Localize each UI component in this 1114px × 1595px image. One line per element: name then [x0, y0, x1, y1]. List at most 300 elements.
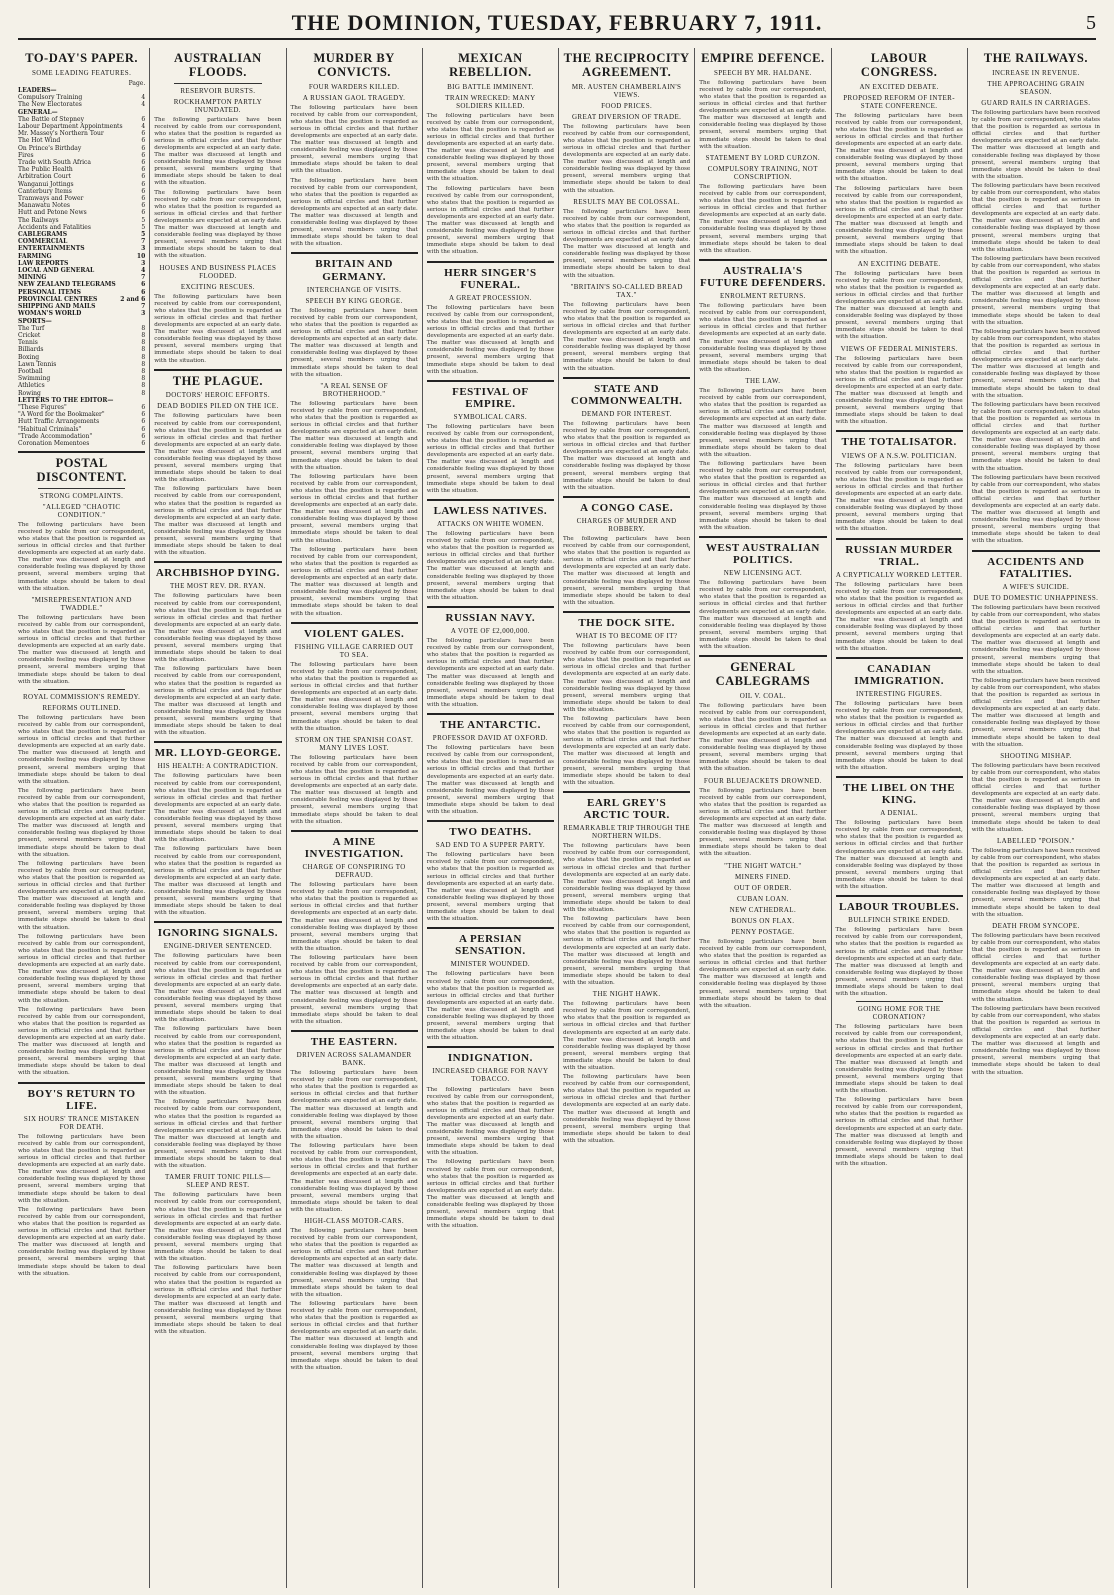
subheading: "A REAL SENSE OF BROTHERHOOD." [320, 381, 388, 398]
index-label: LOCAL AND GENERAL [18, 267, 95, 275]
divider [174, 83, 261, 84]
article-text: The following particulars have been received by cable from our correspondent, who states that the position is regarded as serious in official circles and that further developments are expected at an early date. The matter was discussed at length and considerable feeling was displayed by those present, several members urging that immediate steps should be taken to deal with the situation. [154, 486, 282, 557]
index-page: 5 [141, 231, 146, 239]
article-text: The following particulars have been received by cable from our correspondent, who states that the position is regarded as serious in official circles and that further developments are expected at an early date. The matter was discussed at length and considerable feeling was displayed by those present, several members urging that immediate steps should be taken to deal with the situation. [835, 185, 963, 256]
index-page: 6 [141, 115, 146, 123]
index-row [18, 303, 145, 310]
index-page: 8 [141, 324, 146, 332]
article-heading: WEST AUSTRALIAN POLITICS. [705, 541, 820, 566]
index-label: CABLEGRAMS [18, 231, 68, 239]
article-text: The following particulars have been received by cable from our correspondent, who states that the position is regarded as serious in official circles and that further developments are expected at an early date. The matter was discussed at length and considerable feeling was displayed by those present, several members urging that immediate steps should be taken to deal with the situation. [835, 270, 963, 341]
index-row [18, 310, 145, 317]
subheading: REFORMS OUTLINED. [42, 703, 121, 712]
index-page: 6 [141, 173, 146, 181]
index-row [18, 166, 145, 173]
index-label: WOMAN'S WORLD [18, 310, 82, 318]
article-text: The following particulars have been received by cable from our correspondent, who states that the position is regarded as serious in official circles and that further developments are expected at an early date. The matter was discussed at length and considerable feeling was displayed by those present, several members urging that immediate steps should be taken to deal with the situation. [426, 304, 554, 375]
index-page: 6 [141, 209, 146, 217]
article-text: The following particulars have been received by cable from our correspondent, who states that the position is regarded as serious in official circles and that further developments are expected at an early date. The matter was discussed at length and considerable feeling was displayed by those present, several members urging that immediate steps should be taken to deal with the situation. [835, 462, 963, 533]
article-heading: AUSTRALIA'S FUTURE DEFENDERS. [699, 264, 826, 289]
article-text: The following particulars have been received by cable from our correspondent, who states that the position is regarded as serious in official circles and that further developments are expected at an early date. The matter was discussed at length and considerable feeling was displayed by those present, several members urging that immediate steps should be taken to deal with the situation. [971, 762, 1100, 833]
index-row [18, 145, 145, 152]
index-row [18, 173, 145, 180]
article-heading: RUSSIAN NAVY. [445, 611, 536, 624]
article-heading: A MINE INVESTIGATION. [304, 835, 404, 860]
subheading: A GREAT PROCESSION. [449, 293, 532, 302]
article-text: The following particulars have been received by cable from our correspondent, who states that the position is regarded as serious in official circles and that further developments are expected at an early date. The matter was discussed at length and considerable feeling was displayed by those present, several members urging that immediate steps should be taken to deal with the situation. [699, 183, 827, 254]
subheading: INTERESTING FIGURES. [856, 689, 943, 698]
index-page: 5 [141, 223, 146, 231]
subheading: ROYAL COMMISSION'S REMEDY. [22, 692, 141, 701]
index-row [18, 231, 145, 238]
index-label: The Public Health [18, 166, 73, 174]
index-page: 10 [136, 252, 146, 260]
index-label: Hutt and Petone News [18, 209, 87, 217]
column-1 [14, 48, 150, 1588]
article-text: The following particulars have been received by cable from our correspondent, who states that the position is regarded as serious in official circles and that further developments are expected at an early date. The matter was discussed at length and considerable feeling was displayed by those present, several members urging that immediate steps should be taken to deal with the situation. [290, 104, 418, 175]
columns [14, 48, 1104, 1588]
article-text: The following particulars have been received by cable from our correspondent, who states that the position is regarded as serious in official circles and that further developments are expected at an early date. The matter was discussed at length and considerable feeling was displayed by those present, several members urging that immediate steps should be taken to deal with the situation. [18, 521, 146, 592]
subheading: "MISREPRESENTATION AND TWADDLE." [31, 595, 132, 612]
index-page: 6 [141, 195, 146, 203]
article-text: The following particulars have been received by cable from our correspondent, who states that the position is regarded as serious in official circles and that further developments are expected at an early date. The matter was discussed at length and considerable feeling was displayed by those present, several members urging that immediate steps should be taken to deal with the situation. [426, 971, 554, 1042]
subheading: INTERCHANGE OF VISITS. [306, 285, 402, 294]
index-page: 3 [141, 245, 146, 253]
article-text: The following particulars have been received by cable from our correspondent, who states that the position is regarded as serious in official circles and that further developments are expected at an early date. The matter was discussed at length and considerable feeling was displayed by those present, several members urging that immediate steps should be taken to deal with the situation. [290, 661, 418, 732]
article-text: The following particulars have been received by cable from our correspondent, who states that the position is regarded as serious in official circles and that further developments are expected at an early date. The matter was discussed at length and considerable feeling was displayed by those present, several members urging that immediate steps should be taken to deal with the situation. [563, 1074, 691, 1144]
subheading: AN EXCITED DEBATE. [859, 82, 939, 91]
article-text: The following particulars have been received by cable from our correspondent, who states that the position is regarded as serious in official circles and that further developments are expected at an early date. The matter was discussed at length and considerable feeling was displayed by those present, several members urging that immediate steps should be taken to deal with the situation. [563, 420, 691, 491]
divider [154, 369, 281, 371]
subheading: VIEWS OF FEDERAL MINISTERS. [840, 344, 958, 353]
index-label: ENTERTAINMENTS [18, 245, 85, 253]
divider [972, 550, 1100, 552]
article-heading: FESTIVAL OF EMPIRE. [452, 385, 529, 410]
index-row [18, 361, 145, 368]
index-label: LAW REPORTS [18, 259, 69, 267]
subheading: DEATH FROM SYNCOPE. [992, 921, 1080, 930]
article-heading: THE EASTERN. [310, 1035, 398, 1048]
advertisement-text: The following particulars have been received by cable from our correspondent, who states that the position is regarded as serious in official circles and that further developments are expected at an early date. The matter was discussed at length and considerable feeling was displayed by those present, several members urging that immediate steps should be taken to deal with the situation. [154, 1192, 282, 1263]
article-text: The following particulars have been received by cable from our correspondent, who states that the position is regarded as serious in official circles and that further developments are expected at an early date. The matter was discussed at length and considerable feeling was displayed by those present, several members urging that immediate steps should be taken to deal with the situation. [563, 843, 691, 914]
article-text: The following particulars have been received by cable from our correspondent, who states that the position is regarded as serious in official circles and that further developments are expected at an early date. The matter was discussed at length and considerable feeling was displayed by those present, several members urging that immediate steps should be taken to deal with the situation. [971, 255, 1100, 326]
subheading: DUE TO DOMESTIC UNHAPPINESS. [973, 593, 1099, 602]
todays-paper-subhead: SOME LEADING FEATURES. [32, 68, 132, 77]
subheading: THE NIGHT HAWK. [592, 990, 661, 999]
article-text: The following particulars have been received by cable from our correspondent, who states that the position is regarded as serious in official circles and that further developments are expected at an early date. The matter was discussed at length and considerable feeling was displayed by those present, several members urging that immediate steps should be taken to deal with the situation. [971, 1005, 1100, 1076]
divider [699, 655, 826, 657]
index-page-header: Page. [128, 79, 146, 87]
subheading: RESULTS MAY BE COLOSSAL. [573, 197, 681, 206]
subheading: AN EXCITING DEBATE. [857, 259, 941, 268]
article-heading: LABOUR CONGRESS. [860, 51, 938, 79]
index-page: 6 [141, 281, 146, 289]
index-page: 7 [141, 238, 146, 246]
subheading: INCREASE IN REVENUE. [992, 68, 1080, 77]
article-heading: THE RECIPROCITY AGREEMENT. [563, 51, 690, 79]
divider [836, 657, 963, 659]
index-label: Compulsory Training [18, 94, 83, 102]
divider [836, 538, 963, 540]
subheading: A CRYPTICALLY WORKED LETTER. [835, 570, 963, 579]
article-text: The following particulars have been received by cable from our correspondent, who states that the position is regarded as serious in official circles and that further developments are expected at an early date. The matter was discussed at length and considerable feeling was displayed by those present, several members urging that immediate steps should be taken to deal with the situation. [563, 716, 691, 786]
subheading: GREAT DIVERSION OF TRADE. [571, 112, 682, 121]
index-page: 8 [141, 367, 146, 375]
index-rows [18, 87, 145, 447]
index-page: 6 [141, 151, 146, 159]
subheading: BONUS ON FLAX. [731, 916, 795, 925]
index-page: 3 [141, 310, 146, 318]
index-row [18, 130, 145, 137]
index-label: LEADERS— [18, 87, 57, 94]
subheading: NEW CATHEDRAL. [729, 905, 797, 914]
index-row [18, 332, 145, 339]
index-row [18, 123, 145, 130]
article-text: The following particulars have been received by cable from our correspondent, who states that the position is regarded as serious in official circles and that further developments are expected at an early date. The matter was discussed at length and considerable feeling was displayed by those present, several members urging that immediate steps should be taken to deal with the situation. [426, 423, 554, 494]
subheading: A VOTE OF £2,000,000. [450, 627, 530, 636]
subheading: STATEMENT BY LORD CURZON. [705, 153, 821, 162]
index-row [18, 224, 145, 231]
subheading: PROFESSOR DAVID AT OXFORD. [432, 734, 548, 743]
index-page: 6 [141, 432, 146, 440]
article-text: The following particulars have been received by cable from our correspondent, who states that the position is regarded as serious in official circles and that further developments are expected at an early date. The matter was discussed at length and considerable feeling was displayed by those present, several members urging that immediate steps should be taken to deal with the situation. [154, 293, 282, 364]
article-text: The following particulars have been received by cable from our correspondent, who states that the position is regarded as serious in official circles and that further developments are expected at an early date. The matter was discussed at length and considerable feeling was displayed by those present, several members urging that immediate steps should be taken to deal with the situation. [18, 1006, 146, 1077]
article-text: The following particulars have been received by cable from our correspondent, who states that the position is regarded as serious in official circles and that further developments are expected at an early date. The matter was discussed at length and considerable feeling was displayed by those present, several members urging that immediate steps should be taken to deal with the situation. [563, 301, 691, 372]
column-5 [559, 48, 695, 1588]
article-heading: MR. LLOYD-GEORGE. [154, 747, 281, 760]
article-heading: ACCIDENTS AND FATALITIES. [987, 555, 1085, 580]
index-page: 6 [141, 137, 146, 145]
index-label: Trade with South Africa [18, 159, 91, 167]
subheading: "BRITAIN'S SO-CALLED BREAD TAX." [570, 282, 683, 299]
subheading: EXCITING RESCUES. [180, 282, 255, 291]
index-page: 6 [141, 159, 146, 167]
divider [856, 1001, 943, 1002]
article-text: The following particulars have been received by cable from our correspondent, who states that the position is regarded as serious in official circles and that further developments are expected at an early date. The matter was discussed at length and considerable feeling was displayed by those present, several members urging that immediate steps should be taken to deal with the situation. [154, 116, 282, 187]
subheading: STRONG COMPLAINTS. [39, 491, 124, 500]
subheading: STORM ON THE SPANISH COAST. MANY LIVES LOST. [295, 735, 414, 752]
article-text: The following particulars have been received by cable from our correspondent, who states that the position is regarded as serious in official circles and that further developments are expected at an early date. The matter was discussed at length and considerable feeling was displayed by those present, several members urging that immediate steps should be taken to deal with the situation. [699, 787, 827, 858]
subheading: RESERVOIR BURSTS. [180, 86, 256, 95]
article-text: The following particulars have been received by cable from our correspondent, who states that the position is regarded as serious in official circles and that further developments are expected at an early date. The matter was discussed at length and considerable feeling was displayed by those present, several members urging that immediate steps should be taken to deal with the situation. [699, 702, 827, 773]
index-label: Wanganui Jottings [18, 180, 74, 188]
article-text: The following particulars have been received by cable from our correspondent, who states that the position is regarded as serious in official circles and that further developments are expected at an early date. The matter was discussed at length and considerable feeling was displayed by those present, several members urging that immediate steps should be taken to deal with the situation. [971, 847, 1100, 918]
article-heading: BOY'S RETURN TO LIFE. [27, 1087, 136, 1112]
subheading: MINISTER WOUNDED. [450, 960, 531, 969]
index-page: 8 [141, 346, 146, 354]
article-text: The following particulars have been received by cable from our correspondent, who states that the position is regarded as serious in official circles and that further developments are expected at an early date. The matter was discussed at length and considerable feeling was displayed by those present, several members urging that immediate steps should be taken to deal with the situation. [563, 208, 691, 279]
divider [427, 1046, 554, 1048]
advertisement-text: The following particulars have been received by cable from our correspondent, who states that the position is regarded as serious in official circles and that further developments are expected at an early date. The matter was discussed at length and considerable feeling was displayed by those present, several members urging that immediate steps should be taken to deal with the situation. [835, 1097, 963, 1168]
index-row [18, 382, 145, 389]
index-page: 8 [141, 382, 146, 390]
index-page: 8 [141, 360, 146, 368]
subheading: MR. AUSTEN CHAMBERLAIN'S VIEWS. [571, 82, 682, 99]
column-8 [968, 48, 1104, 1588]
subheading: INCREASED CHARGE FOR NAVY TOBACCO. [432, 1067, 549, 1084]
index-label: Rowing [18, 389, 41, 397]
index-row [18, 404, 145, 411]
advertisement-text: The following particulars have been received by cable from our correspondent, who states that the position is regarded as serious in official circles and that further developments are expected at an early date. The matter was discussed at length and considerable feeling was displayed by those present, several members urging that immediate steps should be taken to deal with the situation. [835, 1024, 963, 1095]
subheading: ATTACKS ON WHITE WOMEN. [436, 519, 544, 528]
divider [427, 927, 554, 929]
article-text: The following particulars have been received by cable from our correspondent, who states that the position is regarded as serious in official circles and that further developments are expected at an early date. The matter was discussed at length and considerable feeling was displayed by those present, several members urging that immediate steps should be taken to deal with the situation. [563, 536, 691, 606]
index-label: The Railways [18, 216, 59, 224]
index-label: Cricket [18, 331, 41, 339]
column-7 [832, 48, 968, 1588]
article-text: The following particulars have been received by cable from our correspondent, who states that the position is regarded as serious in official circles and that further developments are expected at an early date. The matter was discussed at length and considerable feeling was displayed by those present, several members urging that immediate steps should be taken to deal with the situation. [971, 932, 1100, 1003]
index-row [18, 375, 145, 382]
article-text: The following particulars have been received by cable from our correspondent, who states that the position is regarded as serious in official circles and that further developments are expected at an early date. The matter was discussed at length and considerable feeling was displayed by those present, several members urging that immediate steps should be taken to deal with the situation. [154, 953, 282, 1024]
advertisement-text: The following particulars have been received by cable from our correspondent, who states that the position is regarded as serious in official circles and that further developments are expected at an early date. The matter was discussed at length and considerable feeling was displayed by those present, several members urging that immediate steps should be taken to deal with the situation. [154, 1265, 282, 1336]
article-text: The following particulars have been received by cable from our correspondent, who states that the position is regarded as serious in official circles and that further developments are expected at an early date. The matter was discussed at length and considerable feeling was displayed by those present, several members urging that immediate steps should be taken to deal with the situation. [18, 1206, 146, 1277]
divider [427, 499, 554, 501]
index-row [18, 354, 145, 361]
index-row [18, 418, 145, 425]
divider [836, 430, 963, 432]
article-heading: BRITAIN AND GERMANY. [315, 258, 393, 283]
subheading: TRAIN WRECKED: MANY SOLDIERS KILLED. [445, 93, 536, 110]
index-row [18, 368, 145, 375]
subheading: DRIVEN ACROSS SALAMANDER BANK. [296, 1051, 412, 1068]
index-header-row [18, 80, 145, 87]
subheading: FOOD PRICES. [601, 101, 653, 110]
article-text: The following particulars have been received by cable from our correspondent, who states that the position is regarded as serious in official circles and that further developments are expected at an early date. The matter was discussed at length and considerable feeling was displayed by those present, several members urging that immediate steps should be taken to deal with the situation. [154, 1099, 282, 1170]
contents-index [18, 80, 145, 447]
subheading: SIX HOURS' TRANCE MISTAKEN FOR DEATH. [23, 1114, 140, 1131]
index-page: 6 [141, 180, 146, 188]
index-label: Hutt Traffic Arrangements [18, 418, 100, 426]
divider [427, 713, 554, 715]
subheading: A WIFE'S SUICIDE. [1002, 582, 1070, 591]
subheading: FISHING VILLAGE CARRIED OUT TO SEA. [294, 642, 414, 659]
subheading: SHOOTING MISHAP. [1000, 751, 1072, 760]
article-text: The following particulars have been received by cable from our correspondent, who states that the position is regarded as serious in official circles and that further developments are expected at an early date. The matter was discussed at length and considerable feeling was displayed by those present, several members urging that immediate steps should be taken to deal with the situation. [699, 79, 827, 150]
article-heading: LAWLESS NATIVES. [433, 504, 548, 517]
masthead [18, 10, 1096, 40]
advertisement-text: The following particulars have been received by cable from our correspondent, who states that the position is regarded as serious in official circles and that further developments are expected at an early date. The matter was discussed at length and considerable feeling was displayed by those present, several members urging that immediate steps should be taken to deal with the situation. [290, 1228, 418, 1298]
subheading: OIL V. COAL. [739, 691, 787, 700]
index-row [18, 433, 145, 440]
article-text: The following particulars have been received by cable from our correspondent, who states that the position is regarded as serious in official circles and that further developments are expected at an early date. The matter was discussed at length and considerable feeling was displayed by those present, several members urging that immediate steps should be taken to deal with the situation. [699, 303, 827, 373]
article-heading: TWO DEATHS. [449, 826, 532, 839]
article-text: The following particulars have been received by cable from our correspondent, who states that the position is regarded as serious in official circles and that further developments are expected at an early date. The matter was discussed at length and considerable feeling was displayed by those present, several members urging that immediate steps should be taken to deal with the situation. [835, 581, 963, 652]
subheading: "ALLEGED "CHAOTIC CONDITION." [42, 502, 121, 519]
divider [154, 561, 281, 563]
divider [699, 259, 826, 261]
index-row [18, 188, 145, 195]
index-page: 2 and 6 [120, 295, 146, 303]
article-text: The following particulars have been received by cable from our correspondent, who states that the position is regarded as serious in official circles and that further developments are expected at an early date. The matter was discussed at length and considerable feeling was displayed by those present, several members urging that immediate steps should be taken to deal with the situation. [563, 123, 691, 194]
divider [38, 689, 125, 690]
article-text: The following particulars have been received by cable from our correspondent, who states that the position is regarded as serious in official circles and that further developments are expected at an early date. The matter was discussed at length and considerable feeling was displayed by those present, several members urging that immediate steps should be taken to deal with the situation. [835, 927, 963, 998]
article-text: The following particulars have been received by cable from our correspondent, who states that the position is regarded as serious in official circles and that further developments are expected at an early date. The matter was discussed at length and considerable feeling was displayed by those present, several members urging that immediate steps should be taken to deal with the situation. [18, 933, 146, 1004]
index-label: Coronation Mementoes [18, 439, 90, 447]
divider [563, 496, 690, 498]
index-row [18, 137, 145, 144]
article-text: The following particulars have been received by cable from our correspondent, who states that the position is regarded as serious in official circles and that further developments are expected at an early date. The matter was discussed at length and considerable feeling was displayed by those present, several members urging that immediate steps should be taken to deal with the situation. [971, 182, 1100, 253]
article-text: The following particulars have been received by cable from our correspondent, who states that the position is regarded as serious in official circles and that further developments are expected at an early date. The matter was discussed at length and considerable feeling was displayed by those present, several members urging that immediate steps should be taken to deal with the situation. [835, 112, 963, 183]
article-heading: THE ANTARCTIC. [439, 719, 541, 732]
article-text: The following particulars have been received by cable from our correspondent, who states that the position is regarded as serious in official circles and that further developments are expected at an early date. The matter was discussed at length and considerable feeling was displayed by those present, several members urging that immediate steps should be taken to deal with the situation. [154, 189, 282, 260]
article-text: The following particulars have been received by cable from our correspondent, who states that the position is regarded as serious in official circles and that further developments are expected at an early date. The matter was discussed at length and considerable feeling was displayed by those present, several members urging that immediate steps should be taken to deal with the situation. [835, 355, 963, 426]
article-text: The following particulars have been received by cable from our correspondent, who states that the position is regarded as serious in official circles and that further developments are expected at an early date. The matter was discussed at length and considerable feeling was displayed by those present, several members urging that immediate steps should be taken to deal with the situation. [971, 604, 1100, 675]
article-text: The following particulars have been received by cable from our correspondent, who states that the position is regarded as serious in official circles and that further developments are expected at an early date. The matter was discussed at length and considerable feeling was displayed by those present, several members urging that immediate steps should be taken to deal with the situation. [154, 1026, 282, 1097]
article-heading: THE RAILWAYS. [983, 51, 1088, 65]
subheading: GUARD RAILS IN CARRIAGES. [981, 98, 1091, 107]
index-label: Canterbury Items [18, 187, 72, 195]
index-label: "A Word for the Bookmaker" [18, 411, 105, 419]
subheading: DEAD BODIES PILED ON THE ICE. [157, 402, 279, 411]
article-text: The following particulars have been received by cable from our correspondent, who states that the position is regarded as serious in official circles and that further developments are expected at an early date. The matter was discussed at length and considerable feeling was displayed by those present, several members urging that immediate steps should be taken to deal with the situation. [699, 580, 827, 650]
index-page: 4 [141, 267, 146, 275]
divider [427, 261, 554, 263]
index-label: MINING [18, 274, 47, 282]
article-text: The following particulars have been received by cable from our correspondent, who states that the position is regarded as serious in official circles and that further developments are expected at an early date. The matter was discussed at length and considerable feeling was displayed by those present, several members urging that immediate steps should be taken to deal with the situation. [563, 916, 691, 987]
article-text: The following particulars have been received by cable from our correspondent, who states that the position is regarded as serious in official circles and that further developments are expected at an early date. The matter was discussed at length and considerable feeling was displayed by those present, several members urging that immediate steps should be taken to deal with the situation. [154, 846, 282, 917]
index-row [18, 281, 145, 288]
article-text: The following particulars have been received by cable from our correspondent, who states that the position is regarded as serious in official circles and that further developments are expected at an early date. The matter was discussed at length and considerable feeling was displayed by those present, several members urging that immediate steps should be taken to deal with the situation. [426, 852, 554, 923]
divider [427, 606, 554, 608]
article-heading: HERR SINGER'S FUNERAL. [444, 266, 537, 291]
index-label: PROVINCIAL CENTRES [18, 295, 98, 303]
subheading: NEW LICENSING ACT. [723, 569, 803, 578]
advertisement-text: The following particulars have been received by cable from our correspondent, who states that the position is regarded as serious in official circles and that further developments are expected at an early date. The matter was discussed at length and considerable feeling was displayed by those present, several members urging that immediate steps should be taken to deal with the situation. [290, 1300, 418, 1371]
index-page: 6 [141, 144, 146, 152]
page-number: 5 [1086, 12, 1096, 34]
divider [154, 741, 281, 743]
subheading: OUT OF ORDER. [734, 883, 792, 892]
index-label: Lawn Tennis [18, 360, 57, 368]
index-page: 6 [141, 411, 146, 419]
index-label: SPORTS— [18, 317, 52, 325]
index-row [18, 159, 145, 166]
article-heading: THE TOTALISATOR. [841, 436, 957, 449]
index-label: Mr. Massey's Northern Tour [18, 130, 104, 138]
column-3 [287, 48, 423, 1588]
subheading: CHARGES OF MURDER AND ROBBERY. [576, 516, 677, 533]
index-row [18, 217, 145, 224]
article-heading: MEXICAN REBELLION. [449, 51, 532, 79]
article-heading: EARL GREY'S ARCTIC TOUR. [583, 796, 670, 822]
article-text: The following particulars have been received by cable from our correspondent, who states that the position is regarded as serious in official circles and that further developments are expected at an early date. The matter was discussed at length and considerable feeling was displayed by those present, several members urging that immediate steps should be taken to deal with the situation. [563, 1001, 691, 1071]
subheading: CHARGE OF CONSPIRING TO DEFRAUD. [302, 862, 406, 879]
divider [427, 820, 554, 822]
advertisement-heading: HIGH-CLASS MOTOR-CARS. [304, 1216, 404, 1225]
article-heading: CANADIAN IMMIGRATION. [854, 662, 945, 687]
divider [836, 776, 963, 778]
article-text: The following particulars have been received by cable from our correspondent, who states that the position is regarded as serious in official circles and that further developments are expected at an early date. The matter was discussed at length and considerable feeling was displayed by those present, several members urging that immediate steps should be taken to deal with the situation. [971, 109, 1100, 180]
index-label: "Habitual Criminals" [18, 425, 82, 433]
article-heading: STATE AND COMMONWEALTH. [570, 382, 683, 407]
index-label: "These Figures" [18, 403, 67, 411]
index-label: Swimming [18, 375, 51, 383]
index-page: 7 [141, 274, 146, 282]
article-text: The following particulars have been received by cable from our correspondent, who states that the position is regarded as serious in official circles and that further developments are expected at an early date. The matter was discussed at length and considerable feeling was displayed by those present, several members urging that immediate steps should be taken to deal with the situation. [154, 666, 282, 737]
column-2 [150, 48, 286, 1588]
index-label: The New Electorates [18, 101, 82, 109]
article-text: The following particulars have been received by cable from our correspondent, who states that the position is regarded as serious in official circles and that further developments are expected at an early date. The matter was discussed at length and considerable feeling was displayed by those present, several members urging that immediate steps should be taken to deal with the situation. [426, 531, 554, 601]
index-label: Labour Department Appointments [18, 123, 123, 131]
subheading: ROCKHAMPTON PARTLY INUNDATED. [173, 97, 263, 114]
index-page: 6 [141, 202, 146, 210]
index-row [18, 238, 145, 245]
index-page: 8 [141, 375, 146, 383]
article-text: The following particulars have been received by cable from our correspondent, who states that the position is regarded as serious in official circles and that further developments are expected at an early date. The matter was discussed at length and considerable feeling was displayed by those present, several members urging that immediate steps should be taken to deal with the situation. [563, 643, 691, 713]
subheading: FOUR BLUEJACKETS DROWNED. [703, 776, 822, 785]
article-text: The following particulars have been received by cable from our correspondent, who states that the position is regarded as serious in official circles and that further developments are expected at an early date. The matter was discussed at length and considerable feeling was displayed by those present, several members urging that immediate steps should be taken to deal with the situation. [18, 714, 146, 785]
article-text: The following particulars have been received by cable from our correspondent, who states that the position is regarded as serious in official circles and that further developments are expected at an early date. The matter was discussed at length and considerable feeling was displayed by those present, several members urging that immediate steps should be taken to deal with the situation. [426, 112, 554, 183]
index-page: 6 [141, 403, 146, 411]
index-label: SHIPPING AND MAILS [18, 303, 96, 311]
article-text: The following particulars have been received by cable from our correspondent, who states that the position is regarded as serious in official circles and that further developments are expected at an early date. The matter was discussed at length and considerable feeling was displayed by those present, several members urging that immediate steps should be taken to deal with the situation. [154, 773, 282, 844]
article-text: The following particulars have been received by cable from our correspondent, who states that the position is regarded as serious in official circles and that further developments are expected at an early date. The matter was discussed at length and considerable feeling was displayed by those present, several members urging that immediate steps should be taken to deal with the situation. [18, 1133, 146, 1204]
article-text: The following particulars have been received by cable from our correspondent, who states that the position is regarded as serious in official circles and that further developments are expected at an early date. The matter was discussed at length and considerable feeling was displayed by those present, several members urging that immediate steps should be taken to deal with the situation. [18, 860, 146, 931]
subheading: FOUR WARDERS KILLED. [308, 82, 400, 91]
index-page: 7 [141, 303, 146, 311]
index-row [18, 296, 145, 303]
article-heading: LABOUR TROUBLES. [838, 901, 960, 914]
index-row [18, 209, 145, 216]
article-text: The following particulars have been received by cable from our correspondent, who states that the position is regarded as serious in official circles and that further developments are expected at an early date. The matter was discussed at length and considerable feeling was displayed by those present, several members urging that immediate steps should be taken to deal with the situation. [154, 413, 282, 484]
index-label: Tramways and Power [18, 195, 84, 203]
divider [563, 791, 690, 793]
index-label: Athletics [18, 382, 45, 390]
index-label: COMMERCIAL [18, 238, 68, 246]
index-page: 6 [141, 439, 146, 447]
index-row [18, 346, 145, 353]
subheading: A DENIAL. [880, 809, 919, 818]
article-text: The following particulars have been received by cable from our correspondent, who states that the position is regarded as serious in official circles and that further developments are expected at an early date. The matter was discussed at length and considerable feeling was displayed by those present, several members urging that immediate steps should be taken to deal with the situation. [426, 185, 554, 256]
subheading: PENNY POSTAGE. [731, 927, 795, 936]
index-row [18, 339, 145, 346]
index-row [18, 152, 145, 159]
article-heading: IGNORING SIGNALS. [157, 927, 279, 940]
article-text: The following particulars have been received by cable from our correspondent, who states that the position is regarded as serious in official circles and that further developments are expected at an early date. The matter was discussed at length and considerable feeling was displayed by those present, several members urging that immediate steps should be taken to deal with the situation. [699, 388, 827, 458]
subheading: WHAT IS TO BECOME OF IT? [575, 632, 678, 641]
divider [18, 1082, 145, 1084]
article-heading: MURDER BY CONVICTS. [313, 51, 395, 79]
index-page: 8 [141, 389, 146, 397]
index-row [18, 274, 145, 281]
index-label: The Turf [18, 324, 45, 332]
article-text: The following particulars have been received by cable from our correspondent, who states that the position is regarded as serious in official circles and that further developments are expected at an early date. The matter was discussed at length and considerable feeling was displayed by those present, several members urging that immediate steps should be taken to deal with the situation. [290, 473, 418, 544]
index-label: NEW ZEALAND TELEGRAMS [18, 281, 116, 289]
index-label: Football [18, 367, 43, 375]
divider [563, 611, 690, 613]
index-page: 6 [141, 418, 146, 426]
article-text: The following particulars have been received by cable from our correspondent, who states that the position is regarded as serious in official circles and that further developments are expected at an early date. The matter was discussed at length and considerable feeling was displayed by those present, several members urging that immediate steps should be taken to deal with the situation. [154, 593, 282, 664]
subheading: THE MOST REV. DR. RYAN. [169, 582, 266, 591]
index-page: 4 [141, 101, 146, 109]
index-page: 6 [141, 288, 146, 296]
divider [154, 921, 281, 923]
index-row [18, 426, 145, 433]
divider [291, 830, 418, 832]
subheading: SAD END TO A SUPPER PARTY. [435, 841, 546, 850]
index-row [18, 325, 145, 332]
article-text: The following particulars have been received by cable from our correspondent, who states that the position is regarded as serious in official circles and that further developments are expected at an early date. The matter was discussed at length and considerable feeling was displayed by those present, several members urging that immediate steps should be taken to deal with the situation. [290, 1070, 418, 1140]
subheading: PROPOSED REFORM OF INTER-STATE CONFERENCE. [843, 93, 955, 110]
index-label: The Battle of Stepney [18, 115, 84, 123]
index-row [18, 195, 145, 202]
divider [699, 536, 826, 538]
index-label: Tennis [18, 339, 38, 347]
index-row [18, 440, 145, 447]
divider [18, 451, 145, 453]
subheading: LABELLED "POISON." [996, 836, 1075, 845]
index-row [18, 260, 145, 267]
